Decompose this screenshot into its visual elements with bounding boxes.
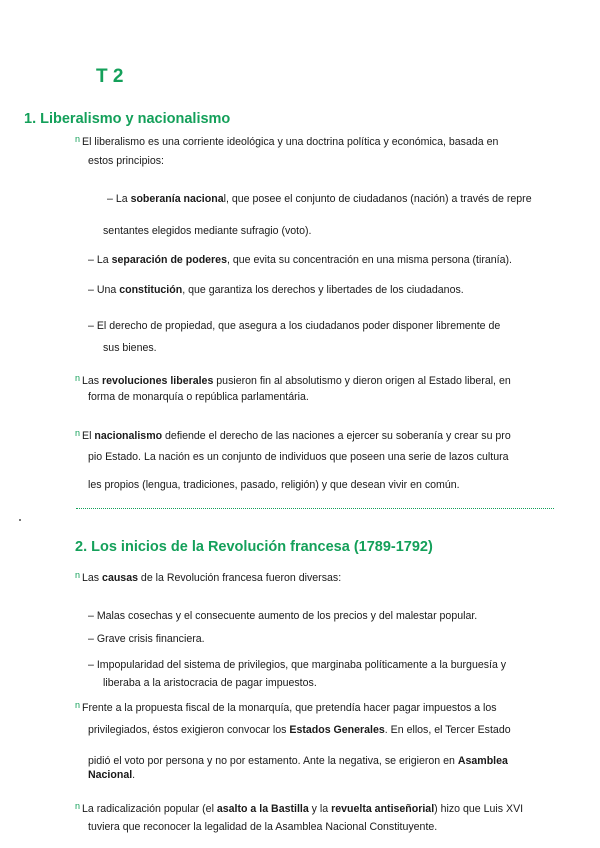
bullet-icon: n <box>75 700 81 710</box>
paragraph-estados-generales: $^n$ Frente a la propuesta fiscal de la monarquía, que pretendía hacer pagar impuestos a los <box>75 700 497 714</box>
paragraph-liberalismo: $^n$ El liberalismo es una corriente ideológica y una doctrina política y económica, basada en <box>75 134 499 148</box>
bullet-icon: n <box>75 373 81 383</box>
bullet-icon: n <box>75 134 81 144</box>
list-item-line: liberaba a la aristocracia de pagar impuestos. <box>103 677 317 689</box>
margin-mark <box>19 519 21 521</box>
list-item-line: sentantes elegidos mediante sufragio (voto). <box>103 225 312 237</box>
list-item-constitucion: – Una constitución, que garantiza los derechos y libertades de los ciudadanos. <box>88 284 464 296</box>
list-item-cosechas: – Malas cosechas y el consecuente aumento de los precios y del malestar popular. <box>88 610 478 622</box>
dotted-divider <box>76 508 554 509</box>
page-title: T 2 <box>96 66 124 87</box>
paragraph-line: les propios (lengua, tradiciones, pasado, religión) y que desean vivir en común. <box>88 479 460 491</box>
list-item-propiedad: – El derecho de propiedad, que asegura a los ciudadanos poder disponer libremente de <box>88 320 501 332</box>
list-item-line: sus bienes. <box>103 342 157 354</box>
list-item-soberania: – La soberanía nacional, que posee el conjunto de ciudadanos (nación) a través de repre <box>107 193 532 205</box>
list-item-separacion: – La separación de poderes, que evita su concentración en una misma persona (tiranía). <box>88 254 512 266</box>
paragraph-line: pidió el voto por persona y no por estamento. Ante la negativa, se erigieron en Asamblea <box>88 755 508 767</box>
paragraph-radicalizacion: $^n$ La radicalización popular (el asalto a la Bastilla y la revuelta antiseñorial) hizo que Luis XVI <box>75 801 524 815</box>
paragraph-line: forma de monarquía o república parlamentária. <box>88 391 309 403</box>
list-item-impopularidad: – Impopularidad del sistema de privilegios, que marginaba políticamente a la burguesía y <box>88 659 507 671</box>
bullet-icon: n <box>75 428 81 438</box>
section-heading-1: 1. Liberalismo y nacionalismo <box>24 111 231 127</box>
section-heading-2: 2. Los inicios de la Revolución francesa (1789-1792) <box>75 539 433 555</box>
bullet-icon: n <box>75 570 81 580</box>
paragraph-nacionalismo: $^n$ El nacionalismo defiende el derecho de las naciones a ejercer su soberanía y crear su pro <box>75 428 511 442</box>
paragraph-line: pio Estado. La nación es un conjunto de individuos que poseen una serie de lazos cultura <box>88 451 509 463</box>
paragraph-revoluciones: $^n$ Las revoluciones liberales pusieron fin al absolutismo y dieron origen al Estado liberal, en <box>75 373 511 387</box>
bullet-icon: n <box>75 801 81 811</box>
paragraph-causas: $^n$ Las causas de la Revolución francesa fueron diversas: <box>75 570 342 584</box>
paragraph-line: tuviera que reconocer la legalidad de la Asamblea Nacional Constituyente. <box>88 821 438 833</box>
paragraph-line: privilegiados, éstos exigieron convocar los Estados Generales. En ellos, el Tercer Estado <box>88 724 511 736</box>
paragraph-line: estos principios: <box>88 155 164 167</box>
paragraph-line: Nacional. <box>88 769 136 781</box>
list-item-crisis: – Grave crisis financiera. <box>88 633 205 645</box>
